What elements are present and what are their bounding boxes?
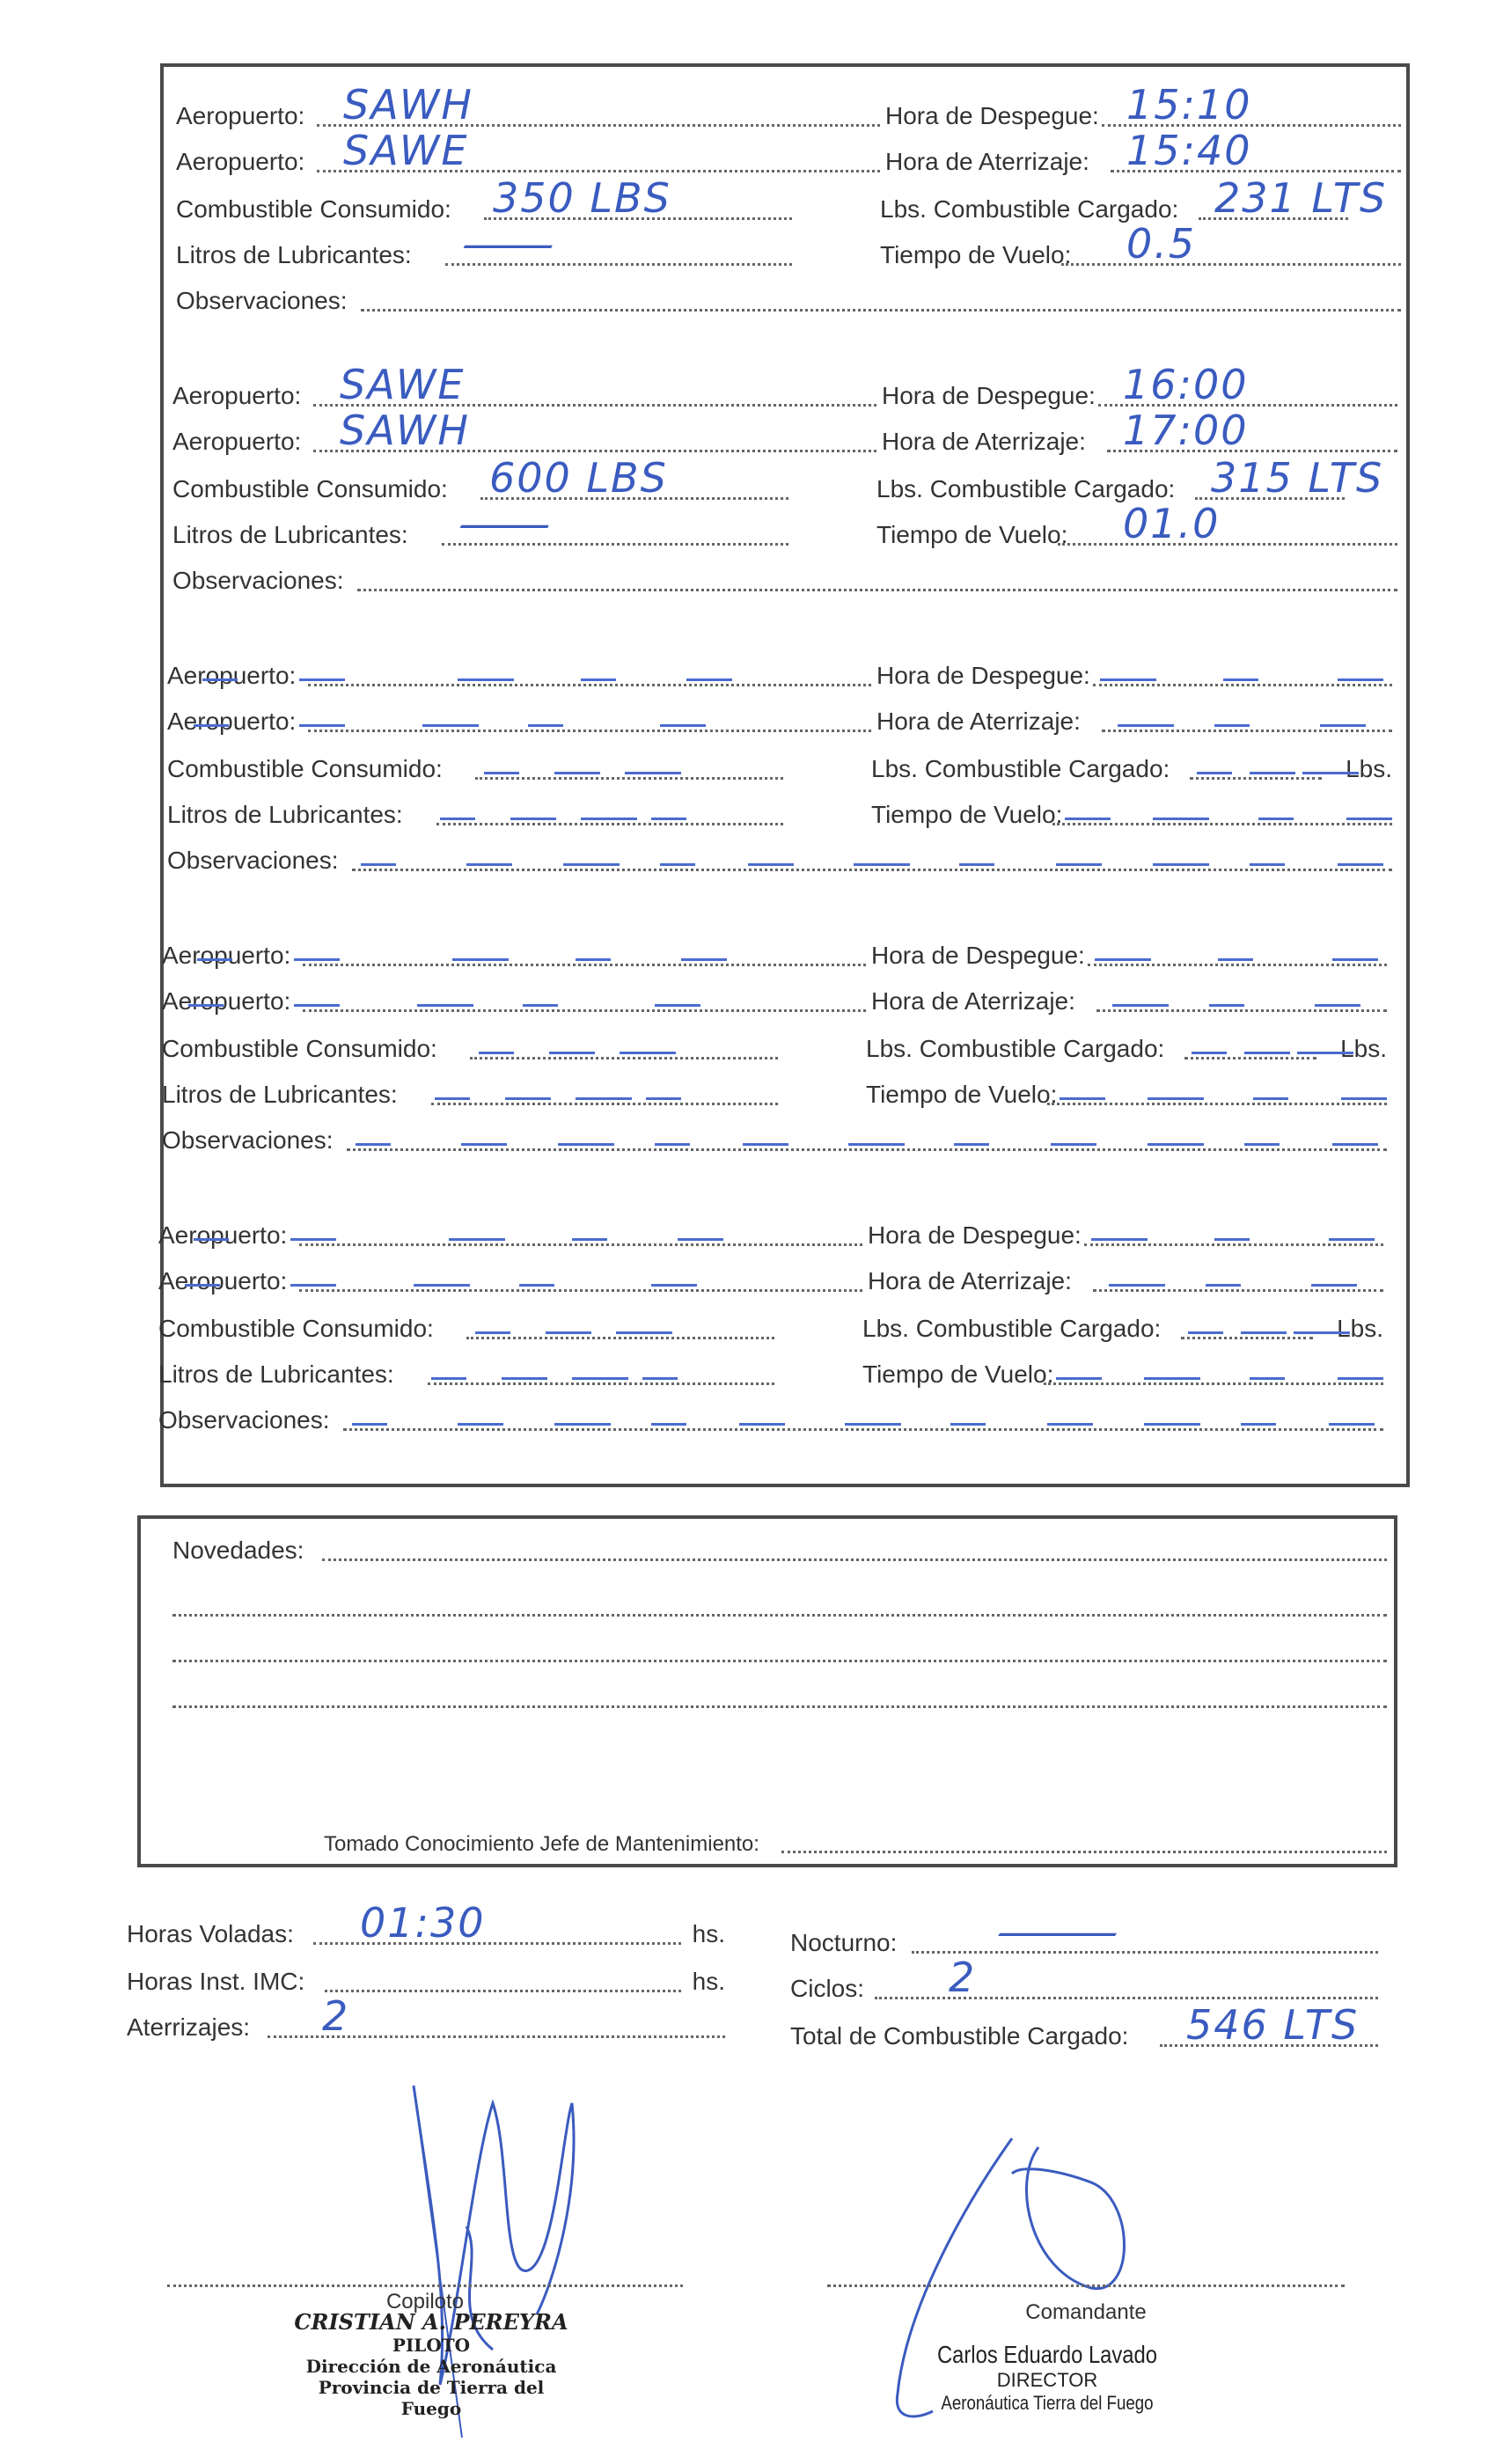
blank-dash-mark: [655, 1143, 690, 1146]
blank-dash-mark: [1250, 863, 1285, 866]
lubricants-value: —: [456, 500, 558, 547]
blank-dash-mark: [1338, 1377, 1383, 1380]
airport-label: Aeropuerto:: [158, 1267, 288, 1294]
blank-dash-mark: [681, 958, 727, 961]
blank-dash-mark: [1332, 1143, 1378, 1146]
departure-airport-value: SAWH: [343, 81, 473, 128]
landing-label: Hora de Aterrizaje:: [882, 428, 1086, 455]
landing-line: [1102, 730, 1392, 732]
lubricants-label: Litros de Lubricantes:: [167, 801, 403, 828]
flight-3-row-arrival: [167, 704, 1392, 739]
lbs-unit: Lbs.: [1346, 755, 1392, 782]
blank-dash-mark: [1153, 818, 1209, 820]
blank-dash-mark: [576, 1097, 632, 1100]
flight-time-value: 01.0: [1123, 500, 1221, 547]
flight-time-line: [1044, 1382, 1383, 1385]
flight-time-label: Tiempo de Vuelo:: [862, 1360, 1054, 1388]
fuel-used-label: Combustible Consumido:: [172, 475, 448, 502]
hours-flown-unit: hs.: [692, 1920, 725, 1947]
lubricants-line: [431, 1103, 778, 1105]
blank-dash-mark: [188, 1004, 224, 1007]
blank-dash-mark: [1188, 1331, 1223, 1334]
landing-label: Hora de Aterrizaje:: [885, 148, 1089, 175]
blank-dash-mark: [616, 1331, 672, 1334]
blank-dash-mark: [523, 1004, 558, 1007]
flight-4-row-observations: [162, 1123, 1387, 1158]
observations-label: Observaciones:: [172, 567, 344, 594]
copilot-signature-line: [167, 2284, 683, 2287]
blank-dash-mark: [950, 1423, 986, 1426]
maintenance-line: [781, 1851, 1387, 1853]
landing-line: [1096, 1009, 1387, 1012]
flight-4-row-fuel: [162, 1031, 1387, 1067]
takeoff-label: Hora de Despegue:: [876, 662, 1090, 689]
blank-dash-mark: [1244, 1052, 1290, 1054]
blank-dash-mark: [1206, 1284, 1241, 1287]
blank-dash-mark: [748, 863, 794, 866]
blank-dash-mark: [554, 1423, 611, 1426]
blank-dash-mark: [502, 1377, 547, 1380]
commander-signature-line: [827, 2284, 1345, 2287]
blank-dash-mark: [845, 1423, 901, 1426]
blank-dash-mark: [1056, 1377, 1102, 1380]
blank-dash-mark: [743, 1143, 788, 1146]
takeoff-label: Hora de Despegue:: [871, 942, 1085, 969]
flight-5-row-fuel: [158, 1311, 1383, 1346]
blank-dash-mark: [848, 1143, 905, 1146]
blank-dash-mark: [1332, 958, 1378, 961]
news-row: [172, 1533, 1387, 1568]
lbs-unit: Lbs.: [1337, 1315, 1383, 1342]
blank-dash-mark: [1091, 1238, 1148, 1241]
fuel-loaded-value: 315 LTS: [1211, 454, 1384, 502]
blank-dash-mark: [361, 863, 396, 866]
commander-stamp-title: DIRECTOR: [996, 2369, 1098, 2391]
blank-dash-mark: [440, 818, 475, 820]
blank-dash-mark: [435, 1097, 470, 1100]
lubricants-label: Litros de Lubricantes:: [172, 521, 408, 548]
total-fuel-row: [790, 2001, 1378, 2054]
blank-dash-mark: [452, 958, 509, 961]
imc-unit: hs.: [692, 1968, 725, 1995]
landing-time-value: 15:40: [1126, 127, 1252, 174]
landing-time-value: 17:00: [1123, 407, 1249, 454]
night-value: —: [993, 1908, 1123, 1955]
observations-label: Observaciones:: [162, 1126, 334, 1154]
blank-dash-mark: [642, 1377, 678, 1380]
blank-dash-mark: [1320, 724, 1366, 727]
blank-dash-mark: [528, 724, 563, 727]
takeoff-label: Hora de Despegue:: [882, 382, 1096, 409]
fuel-used-label: Combustible Consumido:: [158, 1315, 434, 1342]
blank-dash-mark: [655, 1004, 700, 1007]
lubricants-line: [436, 823, 783, 825]
blank-dash-mark: [475, 1331, 510, 1334]
arrival-airport-value: SAWE: [343, 127, 469, 174]
blank-dash-mark: [572, 1377, 628, 1380]
blank-dash-mark: [1112, 1004, 1169, 1007]
airport-line: [303, 1009, 866, 1012]
blank-dash-mark: [1315, 1004, 1360, 1007]
flight-5-row-departure: [158, 1218, 1383, 1253]
blank-dash-mark: [739, 1423, 785, 1426]
airport-line: [308, 684, 871, 686]
flight-5-row-observations: [158, 1403, 1383, 1438]
fuel-used-value: 600 LBS: [489, 454, 668, 502]
maintenance-label: Tomado Conocimiento Jefe de Mantenimiento:: [324, 1832, 759, 1856]
blank-dash-mark: [479, 1052, 514, 1054]
observations-line: [352, 869, 1392, 871]
blank-dash-mark: [202, 678, 238, 681]
commander-stamp-org: Aeronáutica Tierra del Fuego: [941, 2392, 1154, 2414]
flight-3-row-lubricants: [167, 797, 1392, 832]
blank-dash-mark: [294, 958, 340, 961]
flight-time-line: [1052, 823, 1392, 825]
fuel-loaded-label: Lbs. Combustible Cargado:: [871, 755, 1170, 782]
commander-stamp: [906, 2341, 1188, 2415]
airport-label: Aeropuerto:: [167, 708, 297, 735]
imc-line: [325, 1990, 681, 1992]
flight-4-row-arrival: [162, 984, 1387, 1019]
blank-dash-mark: [1338, 863, 1383, 866]
fuel-used-label: Combustible Consumido:: [167, 755, 443, 782]
blank-dash-mark: [1197, 772, 1232, 774]
fuel-loaded-label: Lbs. Combustible Cargado:: [876, 475, 1176, 502]
airport-label: Aeropuerto:: [176, 102, 305, 129]
fuel-loaded-label: Lbs. Combustible Cargado:: [880, 195, 1179, 223]
blank-dash-mark: [290, 1238, 336, 1241]
news-line-3: [172, 1660, 1387, 1662]
blank-dash-mark: [581, 818, 637, 820]
fuel-loaded-label: Lbs. Combustible Cargado:: [866, 1035, 1165, 1062]
blank-dash-mark: [1051, 1143, 1096, 1146]
blank-dash-mark: [546, 1331, 591, 1334]
fuel-used-line: [475, 777, 783, 780]
copilot-stamp-org1: Dirección de Aeronáutica: [305, 2356, 557, 2377]
flight-3-row-departure: [167, 658, 1392, 693]
fuel-used-line: [466, 1337, 774, 1339]
observations-line: [347, 1148, 1387, 1151]
blank-dash-mark: [1253, 1097, 1288, 1100]
blank-dash-mark: [1223, 678, 1258, 681]
copilot-stamp-org2: Provincia de Tierra del Fuego: [318, 2377, 545, 2419]
blank-dash-mark: [563, 863, 620, 866]
blank-dash-mark: [651, 818, 686, 820]
flight-3-row-observations: [167, 843, 1392, 878]
blank-dash-mark: [519, 1284, 554, 1287]
blank-dash-mark: [431, 1377, 466, 1380]
flight-1-row-lubricants: [176, 220, 1401, 273]
blank-dash-mark: [1218, 958, 1253, 961]
cycles-value: 2: [949, 1954, 977, 2001]
landing-line: [1093, 1289, 1383, 1292]
airport-label: Aeropuerto:: [167, 662, 297, 689]
news-line-4: [172, 1705, 1387, 1708]
flight-time-line: [1058, 543, 1397, 546]
blank-dash-mark: [1241, 1423, 1276, 1426]
blank-dash-mark: [1153, 863, 1209, 866]
blank-dash-mark: [1297, 1052, 1353, 1054]
arrival-airport-value: SAWH: [340, 407, 470, 454]
blank-dash-mark: [1095, 958, 1151, 961]
airport-label: Aeropuerto:: [162, 987, 291, 1015]
flight-2-row-observations: [172, 563, 1397, 598]
blank-dash-mark: [422, 724, 479, 727]
blank-dash-mark: [1118, 724, 1174, 727]
commander-stamp-name: Carlos Eduardo Lavado: [936, 2341, 1158, 2368]
news-line: [322, 1558, 1387, 1561]
landing-label: Hora de Aterrizaje:: [876, 708, 1081, 735]
fuel-loaded-value: 231 LTS: [1214, 174, 1388, 222]
observations-line: [357, 589, 1397, 591]
flight-5-row-arrival: [158, 1264, 1383, 1299]
blank-dash-mark: [558, 1143, 614, 1146]
lubricants-value: —: [459, 220, 561, 268]
hours-flown-label: Horas Voladas:: [127, 1920, 294, 1947]
flight-time-value: 0.5: [1126, 220, 1197, 268]
blank-dash-mark: [299, 724, 345, 727]
commander-role: Comandante: [1025, 2300, 1147, 2324]
blank-dash-mark: [1244, 1143, 1280, 1146]
blank-dash-mark: [549, 1052, 595, 1054]
flight-time-label: Tiempo de Vuelo:: [876, 521, 1068, 548]
flight-1-row-fuel: [176, 174, 1401, 227]
landing-label: Hora de Aterrizaje:: [871, 987, 1075, 1015]
blank-dash-mark: [1329, 1423, 1375, 1426]
airport-line: [308, 730, 871, 732]
flight-time-line: [1061, 263, 1401, 266]
departure-airport-value: SAWE: [340, 361, 466, 408]
blank-dash-mark: [678, 1238, 723, 1241]
blank-dash-mark: [1329, 1238, 1375, 1241]
blank-dash-mark: [1338, 678, 1383, 681]
fuel-used-value: 350 LBS: [493, 174, 671, 222]
blank-dash-mark: [1346, 818, 1392, 820]
blank-dash-mark: [1192, 1052, 1227, 1054]
total-fuel-value: 546 LTS: [1186, 2001, 1360, 2049]
hours-flown-value: 01:30: [360, 1899, 486, 1947]
airport-label: Aeropuerto:: [172, 428, 302, 455]
blank-dash-mark: [554, 772, 600, 774]
blank-dash-mark: [660, 724, 706, 727]
observations-label: Observaciones:: [167, 847, 339, 874]
news-box: [137, 1515, 1397, 1867]
blank-dash-mark: [651, 1423, 686, 1426]
copilot-stamp-name: CRISTIAN A. PEREYRA: [294, 2309, 568, 2335]
blank-dash-mark: [1311, 1284, 1357, 1287]
blank-dash-mark: [1214, 724, 1250, 727]
landings-row: [127, 1992, 725, 2045]
flight-time-label: Tiempo de Vuelo:: [871, 801, 1063, 828]
blank-dash-mark: [194, 724, 229, 727]
blank-dash-mark: [1341, 1097, 1387, 1100]
airport-line: [303, 964, 866, 966]
landings-label: Aterrizajes:: [127, 2013, 251, 2041]
airport-label: Aeropuerto:: [162, 942, 291, 969]
night-line: [912, 1951, 1378, 1954]
blank-dash-mark: [484, 772, 519, 774]
fuel-loaded-line: [1184, 1057, 1316, 1060]
fuel-used-line: [470, 1057, 778, 1060]
landings-value: 2: [322, 1992, 350, 2040]
landing-label: Hora de Aterrizaje:: [868, 1267, 1072, 1294]
blank-dash-mark: [294, 1004, 340, 1007]
fuel-used-label: Combustible Consumido:: [176, 195, 451, 223]
imc-label: Horas Inst. IMC:: [127, 1968, 305, 1995]
news-line-2: [172, 1614, 1387, 1617]
blank-dash-mark: [660, 863, 695, 866]
blank-dash-mark: [576, 958, 611, 961]
blank-dash-mark: [959, 863, 994, 866]
total-fuel-label: Total de Combustible Cargado:: [790, 2022, 1129, 2050]
flight-3-row-fuel: [167, 752, 1392, 787]
blank-dash-mark: [1144, 1423, 1200, 1426]
airport-label: Aeropuerto:: [172, 382, 302, 409]
flight-time-label: Tiempo de Vuelo:: [866, 1081, 1058, 1108]
flight-time-label: Tiempo de Vuelo:: [880, 241, 1072, 268]
flight-1-row-observations: [176, 283, 1401, 319]
takeoff-line: [1093, 684, 1392, 686]
night-label: Nocturno:: [790, 1929, 898, 1956]
blank-dash-mark: [185, 1284, 220, 1287]
blank-dash-mark: [356, 1143, 391, 1146]
blank-dash-mark: [625, 772, 681, 774]
observations-label: Observaciones:: [158, 1406, 330, 1434]
imc-row: [127, 1964, 725, 1999]
flight-2-row-lubricants: [172, 500, 1397, 553]
blank-dash-mark: [1148, 1097, 1204, 1100]
flight-time-line: [1047, 1103, 1387, 1105]
blank-dash-mark: [651, 1284, 697, 1287]
copilot-stamp: [290, 2309, 572, 2419]
blank-dash-mark: [458, 678, 514, 681]
blank-dash-mark: [1148, 1143, 1204, 1146]
fuel-loaded-line: [1190, 777, 1322, 780]
hours-flown-row: [127, 1899, 725, 1952]
blank-dash-mark: [1100, 678, 1156, 681]
blank-dash-mark: [620, 1052, 676, 1054]
takeoff-label: Hora de Despegue:: [868, 1221, 1082, 1249]
fuel-used-label: Combustible Consumido:: [162, 1035, 437, 1062]
blank-dash-mark: [197, 958, 232, 961]
observations-line: [343, 1428, 1383, 1431]
blank-dash-mark: [686, 678, 732, 681]
blank-dash-mark: [1209, 1004, 1244, 1007]
blank-dash-mark: [458, 1423, 503, 1426]
flight-4-row-lubricants: [162, 1077, 1387, 1112]
copilot-role: Copiloto: [385, 2290, 465, 2314]
blank-dash-mark: [646, 1097, 681, 1100]
blank-dash-mark: [449, 1238, 505, 1241]
takeoff-line: [1084, 1243, 1383, 1246]
blank-dash-mark: [1056, 863, 1102, 866]
news-label: Novedades:: [172, 1536, 304, 1564]
blank-dash-mark: [954, 1143, 989, 1146]
observations-line: [361, 309, 1401, 312]
blank-dash-mark: [1241, 1331, 1287, 1334]
maintenance-row: [324, 1825, 1387, 1860]
copilot-stamp-title: PILOTO: [392, 2335, 471, 2356]
blank-dash-mark: [1258, 818, 1294, 820]
observations-label: Observaciones:: [176, 287, 348, 314]
blank-dash-mark: [1250, 1377, 1285, 1380]
fuel-loaded-label: Lbs. Combustible Cargado:: [862, 1315, 1162, 1342]
blank-dash-mark: [352, 1423, 387, 1426]
airport-label: Aeropuerto:: [176, 148, 305, 175]
blank-dash-mark: [1250, 772, 1295, 774]
flight-4-row-departure: [162, 938, 1387, 973]
fuel-loaded-line: [1181, 1337, 1313, 1339]
lubricants-label: Litros de Lubricantes:: [158, 1360, 394, 1388]
blank-dash-mark: [1060, 1097, 1105, 1100]
blank-dash-mark: [299, 678, 345, 681]
blank-dash-mark: [466, 863, 512, 866]
flight-5-row-lubricants: [158, 1357, 1383, 1392]
blank-dash-mark: [417, 1004, 473, 1007]
airport-label: Aeropuerto:: [158, 1221, 288, 1249]
takeoff-label: Hora de Despegue:: [885, 102, 1099, 129]
blank-dash-mark: [505, 1097, 551, 1100]
blank-dash-mark: [854, 863, 910, 866]
blank-dash-mark: [1214, 1238, 1250, 1241]
airport-line: [299, 1243, 862, 1246]
airport-line: [299, 1289, 862, 1292]
blank-dash-mark: [1144, 1377, 1200, 1380]
takeoff-line: [1088, 964, 1387, 966]
blank-dash-mark: [461, 1143, 507, 1146]
blank-dash-mark: [581, 678, 616, 681]
lubricants-label: Litros de Lubricantes:: [176, 241, 412, 268]
blank-dash-mark: [290, 1284, 336, 1287]
takeoff-time-value: 15:10: [1126, 81, 1252, 128]
blank-dash-mark: [414, 1284, 470, 1287]
lubricants-line: [428, 1382, 774, 1385]
cycles-label: Ciclos:: [790, 1975, 865, 2002]
blank-dash-mark: [1294, 1331, 1350, 1334]
blank-dash-mark: [1109, 1284, 1165, 1287]
blank-dash-mark: [1047, 1423, 1093, 1426]
blank-dash-mark: [1302, 772, 1359, 774]
blank-dash-mark: [572, 1238, 607, 1241]
lubricants-label: Litros de Lubricantes:: [162, 1081, 398, 1108]
lbs-unit: Lbs.: [1340, 1035, 1387, 1062]
takeoff-time-value: 16:00: [1123, 361, 1249, 408]
blank-dash-mark: [1065, 818, 1111, 820]
night-row: [790, 1908, 1378, 1961]
blank-dash-mark: [194, 1238, 229, 1241]
blank-dash-mark: [510, 818, 556, 820]
